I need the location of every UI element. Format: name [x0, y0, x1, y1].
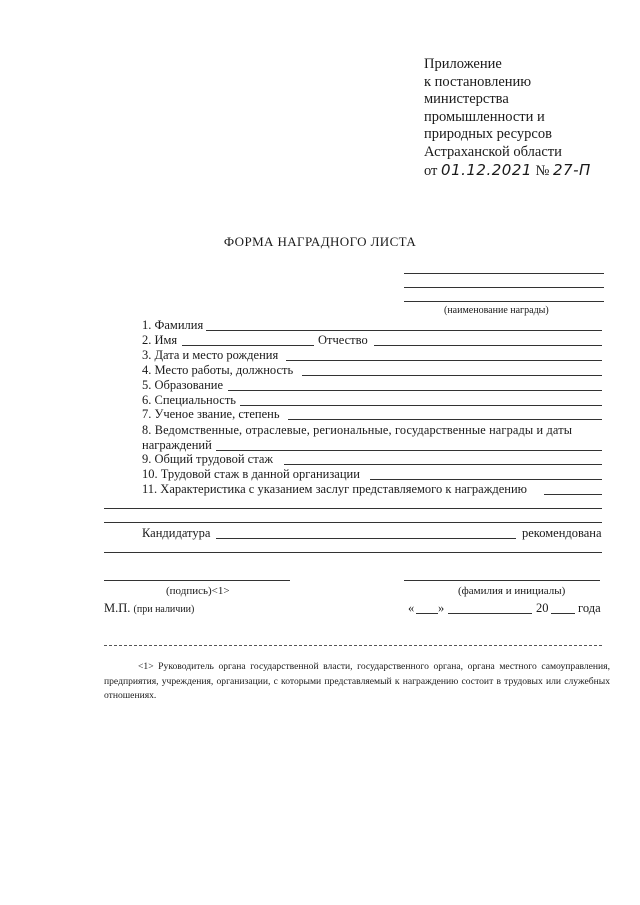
field-patronymic-label: Отчество: [318, 333, 368, 347]
stamp-text: М.П.: [104, 601, 131, 615]
date-close-quote: »: [438, 601, 445, 615]
field-awards-label-line2: награждений: [142, 438, 212, 452]
field-org-experience-line: [370, 479, 602, 480]
field-specialty-label: 6. Специальность: [142, 393, 237, 407]
award-name-caption: (наименование награды): [444, 305, 549, 316]
field-total-experience-line: [284, 464, 602, 465]
field-surname-line: [206, 330, 602, 331]
field-name-line: [182, 345, 314, 346]
date-prefix: от: [424, 162, 438, 179]
day-line: [416, 613, 438, 614]
number-prefix: №: [535, 162, 550, 179]
field-degree-label: 7. Ученое звание, степень: [142, 407, 280, 421]
candidacy-suffix: рекомендована: [522, 526, 602, 540]
field-awards-line: [216, 450, 602, 451]
characteristic-line-3: [104, 522, 602, 523]
header-line: промышленности и: [424, 108, 545, 125]
header-line: Приложение: [424, 56, 502, 72]
field-education-line: [228, 390, 602, 391]
year-prefix: 20: [536, 601, 549, 615]
header-line: министерства: [424, 91, 509, 108]
field-awards-label-line1: 8. Ведомственные, отраслевые, региональные, государственные награды и даты: [142, 423, 573, 437]
signature-line: [104, 580, 290, 581]
field-degree-line: [288, 419, 602, 420]
header-line: природных ресурсов: [424, 126, 552, 143]
appendix-header: [424, 56, 624, 180]
award-name-line-3: [404, 301, 604, 302]
field-workplace-line: [302, 375, 602, 376]
characteristic-line-2: [104, 508, 602, 509]
field-org-experience-label: 10. Трудовой стаж в данной организации: [142, 467, 360, 481]
full-name-line: [404, 580, 600, 581]
footnote-separator: [104, 645, 602, 646]
candidacy-label: Кандидатура: [142, 526, 211, 540]
stamp-label: [104, 601, 194, 617]
header-date-line: [424, 162, 624, 181]
header-line: Астраханской области: [424, 143, 562, 160]
handwritten-date: 01.12.2021: [441, 160, 532, 179]
header-line: к постановлению: [424, 73, 532, 90]
field-surname-label: 1. Фамилия: [142, 318, 204, 332]
footnote-text: <1> Руководитель органа государственной власти, государственного органа, органа местного самоуправления, предприятия, учреждения, организации, с которыми представляемый к награждению состоит в трудовых или служебных отношениях.: [104, 661, 610, 701]
field-total-experience-label: 9. Общий трудовой стаж: [142, 452, 274, 466]
handwritten-number: 27-П: [553, 160, 591, 179]
field-birth-label: 3. Дата и место рождения: [142, 348, 279, 362]
date-open-quote: «: [408, 601, 415, 615]
month-line: [448, 613, 532, 614]
candidacy-line-2: [104, 552, 602, 553]
year-line: [551, 613, 575, 614]
field-patronymic-line: [374, 345, 602, 346]
field-workplace-label: 4. Место работы, должность: [142, 363, 294, 377]
field-birth-line: [286, 360, 602, 361]
field-name-label: 2. Имя: [142, 333, 178, 347]
stamp-note: (при наличии): [133, 604, 195, 615]
form-title: ФОРМА НАГРАДНОГО ЛИСТА: [223, 234, 417, 249]
field-characteristic-label: 11. Характеристика с указанием заслуг представляемого к награждению: [142, 482, 527, 496]
field-characteristic-line: [544, 494, 602, 495]
award-name-line-2: [404, 287, 604, 288]
year-word: года: [578, 601, 601, 615]
candidacy-line: [216, 538, 516, 539]
field-specialty-line: [240, 405, 602, 406]
signature-caption: (подпись)<1>: [166, 585, 230, 597]
full-name-caption: (фамилия и инициалы): [458, 585, 566, 597]
award-name-line-1: [404, 273, 604, 274]
field-education-label: 5. Образование: [142, 378, 224, 392]
